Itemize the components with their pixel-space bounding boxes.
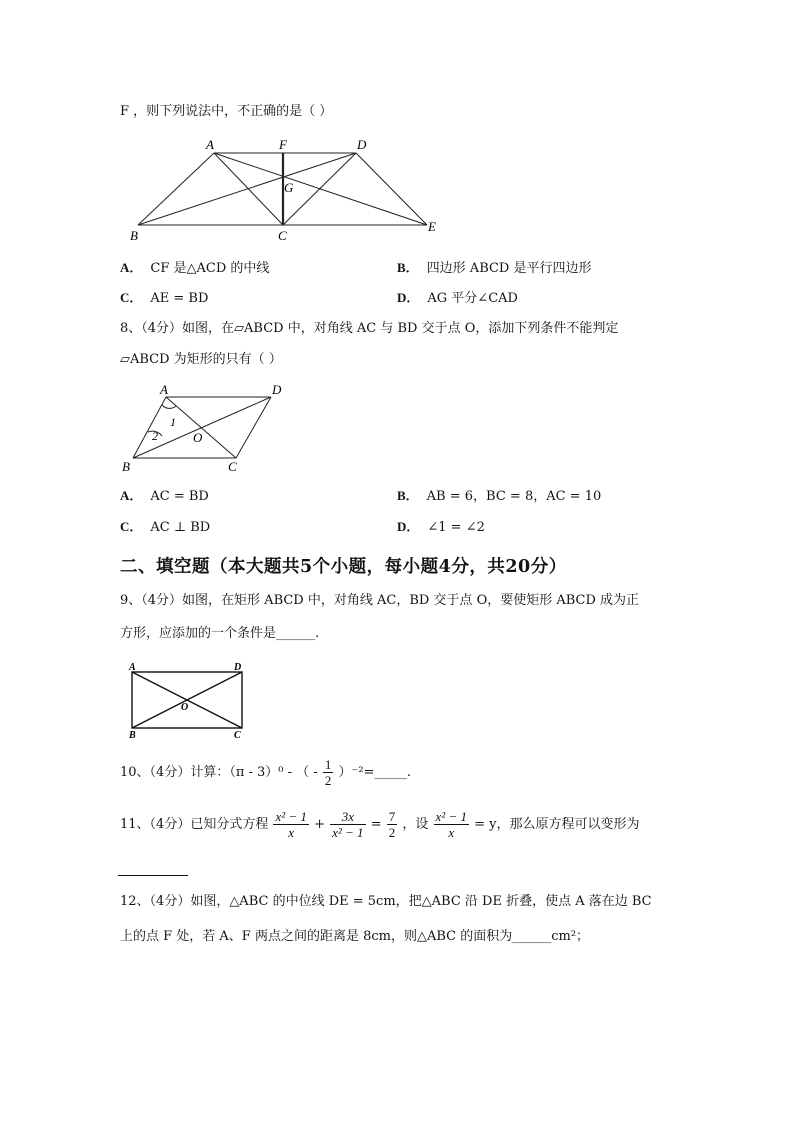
q11-plus: + xyxy=(314,817,325,832)
q11-fraction-1: $\frac{\text{x² − 1}}{x}$ xyxy=(275,809,307,840)
q8-option-c[interactable]: C． AC ⊥ BD xyxy=(120,519,211,535)
label-B: B xyxy=(130,228,138,243)
q8-figure xyxy=(118,382,298,474)
q7-option-b[interactable]: B． 四边形 ABCD 是平行四边形 xyxy=(397,260,592,276)
q11-tail: = y，那么原方程可以变形为 xyxy=(474,817,640,832)
q11-prefix: 11、（4分）已知分式方程 xyxy=(120,817,269,832)
q7-option-c[interactable]: C． AE = BD xyxy=(120,290,209,306)
label-O: O xyxy=(181,702,189,713)
label-B: B xyxy=(129,730,136,741)
label-F: F xyxy=(279,137,287,152)
label-A: A xyxy=(206,137,214,152)
q9-stem-line2: 方形，应添加的一个条件是______. xyxy=(120,626,320,641)
q11-fraction-4: $\frac{\text{x² − 1}}{x}$ xyxy=(435,809,467,840)
label-1: 1 xyxy=(170,415,176,429)
label-E: E xyxy=(428,219,436,234)
q11-fraction-3: $\frac{7}{2}$ xyxy=(388,809,396,840)
q7-stem-tail: F ，则下列说法中，不正确的是（ ） xyxy=(120,104,333,119)
label-D: D xyxy=(234,662,242,673)
label-D: D xyxy=(272,382,282,397)
q8-option-d[interactable]: D． ∠1 = ∠2 xyxy=(397,519,485,535)
section-heading: 二、填空题（本大题共5个小题，每小题4分，共20分） xyxy=(120,557,567,577)
q11-equals: = xyxy=(370,817,382,832)
q7-figure xyxy=(124,134,454,246)
q9-figure xyxy=(124,660,256,744)
q10-suffix: ）⁻²=_____. xyxy=(338,765,412,780)
q11-answer-blank[interactable] xyxy=(118,875,188,876)
q9-stem-line1: 9、（4分）如图，在矩形 ABCD 中，对角线 AC，BD 交于点 O，要使矩形 ABCD 成为正 xyxy=(120,593,640,608)
q8-option-b[interactable]: B． AB = 6，BC = 8，AC = 10 xyxy=(397,488,602,504)
label-C: C xyxy=(228,459,237,474)
label-B: B xyxy=(122,459,130,474)
q8-option-a[interactable]: A． AC = BD xyxy=(120,488,209,504)
label-A: A xyxy=(129,662,136,673)
label-A: A xyxy=(160,382,168,397)
q10-line xyxy=(120,757,411,789)
q8-stem-line1: 8、（4分）如图，在▱ABCD 中，对角线 AC 与 BD 交于点 O，添加下列条件不能判定 xyxy=(120,321,619,336)
label-2: 2 xyxy=(152,429,158,443)
label-C: C xyxy=(278,228,287,243)
q8-stem-line2: ▱ABCD 为矩形的只有（ ） xyxy=(120,352,282,367)
label-D: D xyxy=(357,137,367,152)
label-O: O xyxy=(193,430,203,445)
q12-stem-line1: 12、（4分）如图，△ABC 的中位线 DE = 5cm，把△ABC 沿 DE 折叠，使点 A 落在边 BC xyxy=(120,894,652,909)
q12-stem-line2: 上的点 F 处，若 A、F 两点之间的距离是 8cm，则△ABC 的面积为______cm²； xyxy=(120,929,590,944)
q10-fraction: $\frac{1}{2}$ xyxy=(324,757,332,788)
q11-fraction-2: $\frac{3x}{\text{x² − 1}}$ xyxy=(332,809,364,840)
q10-prefix: 10、（4分）计算：（π - 3）⁰ - （ - xyxy=(120,765,318,780)
q7-option-d[interactable]: D． AG 平分∠CAD xyxy=(397,290,518,306)
q11-mid: ，设 xyxy=(402,817,429,832)
q11-line xyxy=(120,808,640,842)
q7-option-a[interactable]: A． CF 是△ACD 的中线 xyxy=(120,260,270,276)
label-G: G xyxy=(284,180,294,195)
label-C: C xyxy=(234,730,241,741)
